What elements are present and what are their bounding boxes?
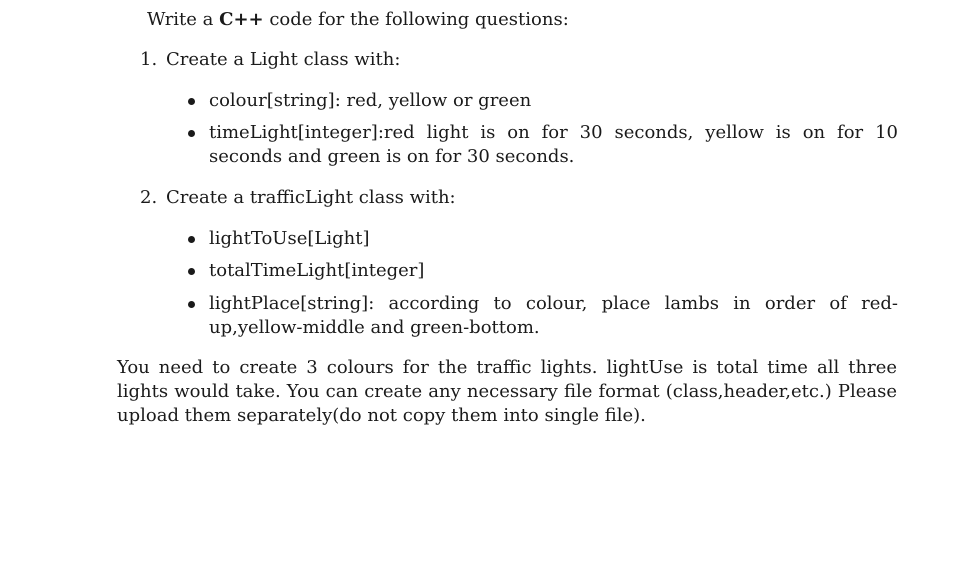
question-1-heading: [140, 48, 400, 72]
question-2-bullet-1: [188, 227, 898, 251]
intro-suffix: code for the following questions:: [263, 9, 569, 30]
question-2-number: 2.: [140, 187, 158, 208]
question-2-bullet-1-text: lightToUse[Light]: [209, 228, 370, 249]
bullet-dot-icon: [188, 268, 195, 275]
bullet-dot-icon: [188, 98, 195, 105]
closing-paragraph: You need to create 3 colours for the traffic lights. lightUse is total time all three lights would take. You can create any necessary file format (class,header,etc.) Please upload them separately(do not copy them into single file).: [117, 357, 897, 426]
question-1-number: 1.: [140, 49, 158, 70]
question-2-bullet-2-text: totalTimeLight[integer]: [209, 260, 425, 281]
question-2-bullet-3-text: lightPlace[string]: according to colour, place lambs in order of red-up,yellow-middle and green-bottom.: [209, 293, 898, 338]
question-1-bullet-2: [188, 121, 898, 169]
question-1-bullet-1-text: colour[string]: red, yellow or green: [209, 90, 532, 111]
question-1-bullet-1: [188, 89, 898, 113]
question-2-heading: [140, 186, 456, 210]
question-2-bullet-3: [188, 292, 898, 340]
question-2-bullet-2: [188, 259, 898, 283]
question-1-bullet-2-text: timeLight[integer]:red light is on for 30 seconds, yellow is on for 10 seconds and green is on for 30 seconds.: [209, 122, 898, 167]
bullet-dot-icon: [188, 301, 195, 308]
bullet-dot-icon: [188, 236, 195, 243]
bullet-dot-icon: [188, 130, 195, 137]
intro-prefix: Write a: [147, 9, 220, 30]
intro-language: C++: [219, 9, 264, 30]
intro-line: [147, 8, 569, 32]
question-1-title: Create a Light class with:: [166, 49, 401, 70]
question-2-title: Create a trafficLight class with:: [166, 187, 456, 208]
